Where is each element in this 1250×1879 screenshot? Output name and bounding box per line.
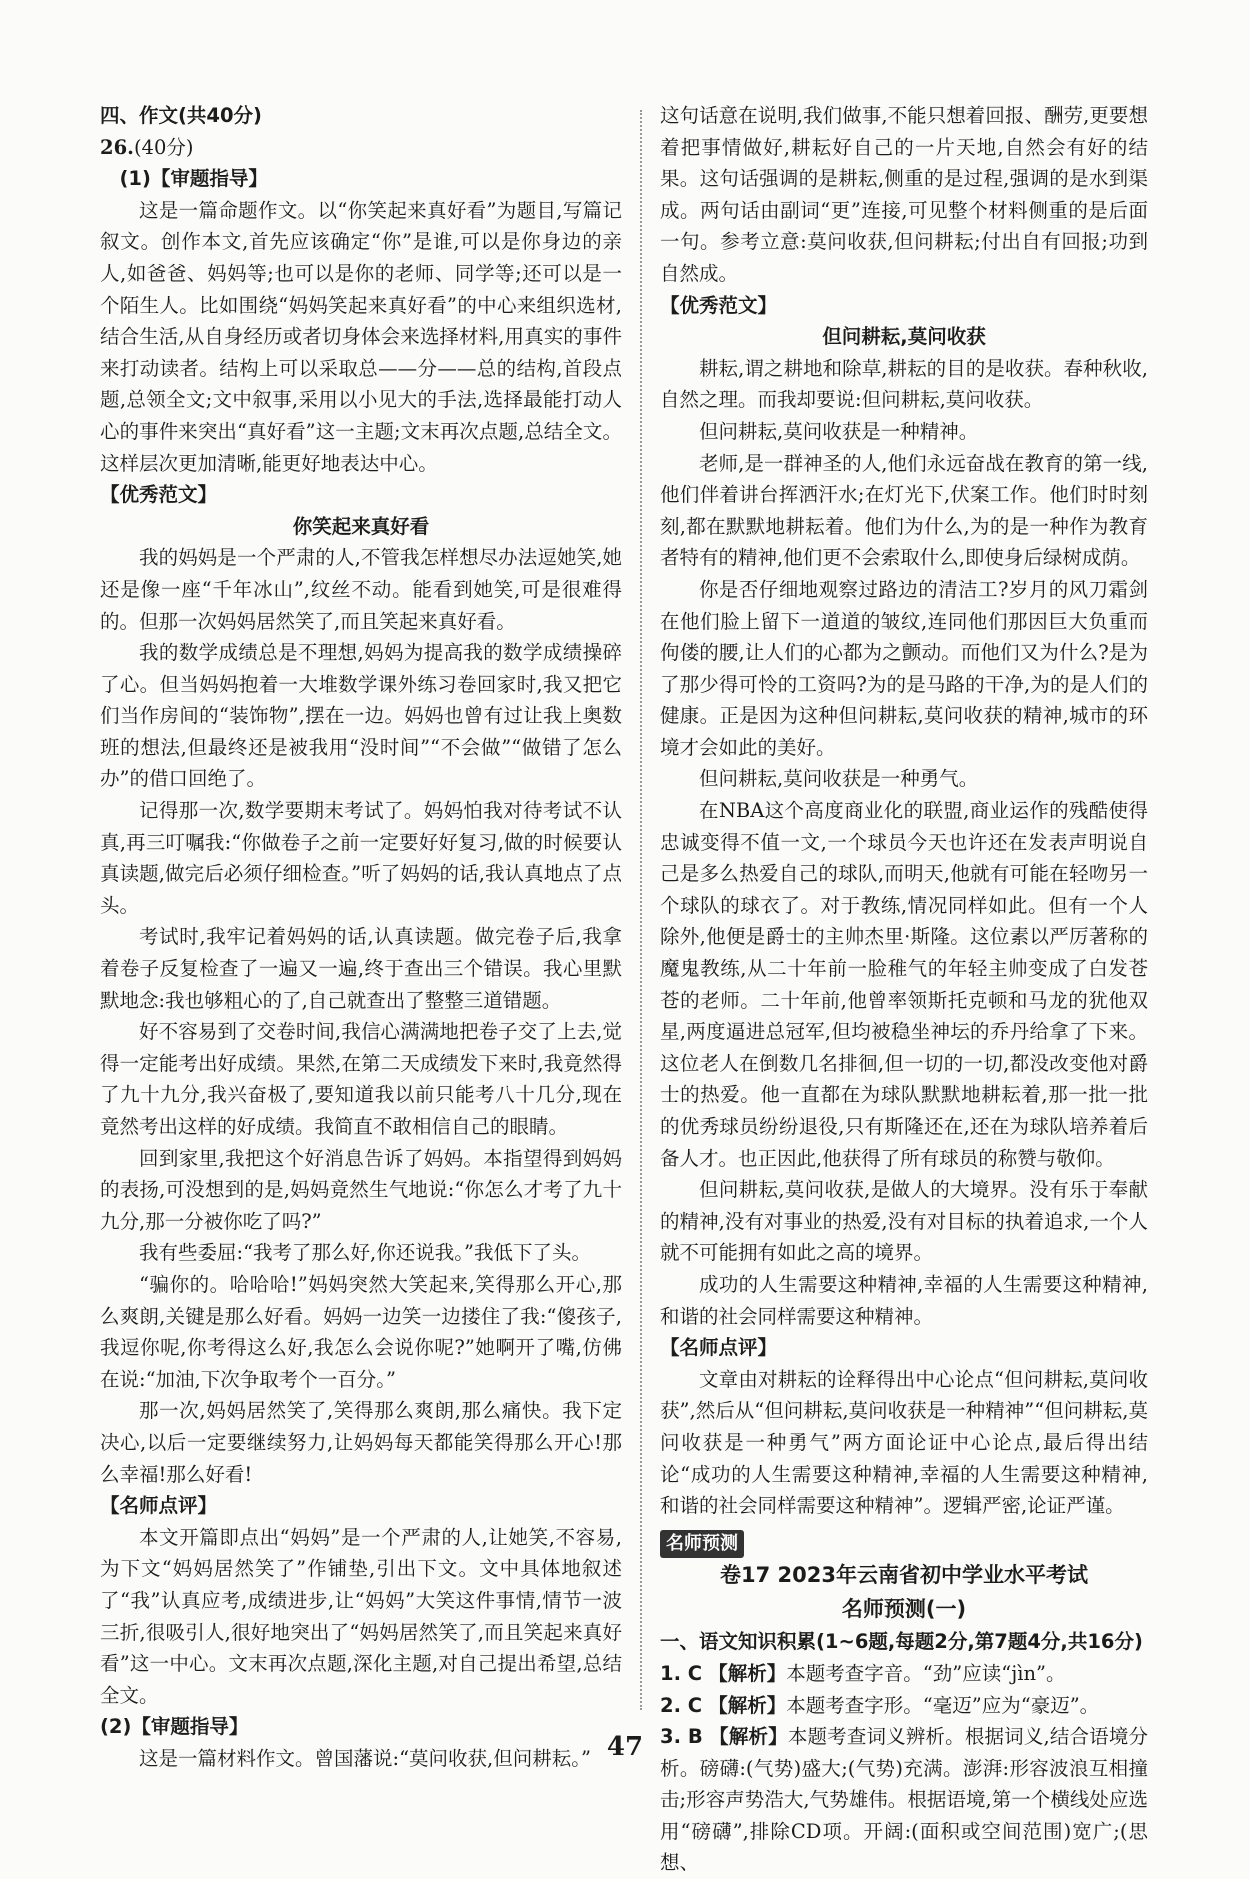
question-score: (40分) [133, 135, 194, 159]
essay-paragraph: 我有些委屈:“我考了那么好,你还说我。”我低下了头。 [139, 1241, 591, 1265]
essay-paragraph: 但问耕耘,莫问收获,是做人的大境界。没有乐于奉献的精神,没有对事业的热爱,没有对目标的执着追求,一个人就不可能拥有如此之高的境界。 [660, 1178, 1148, 1265]
teacher-comment: 文章由对耕耘的诠释得出中心论点“但问耕耘,莫问收获”,然后从“但问耕耘,莫问收获是一种精神”“但问耕耘,莫问收获是一种勇气”两方面论证中心论点,最后得出结论“成功的人生需要这种精神,幸福的人生需要这种精神,和谐的社会同样需要这种精神”。逻辑严密,论证严谨。 [660, 1367, 1148, 1518]
left-column [100, 100, 622, 1774]
part2-guidance-cont: 这句话意在说明,我们做事,不能只想着回报、酬劳,更要想着把事情做好,耕耘好自己的一片天地,自然会有好的结果。这句话强调的是耕耘,侧重的是过程,强调的是水到渠成。两句话由副词“更”连接,可见整个材料侧重的是后面一句。参考立意:莫问收获,但问耕耘;付出自有回报;功到自然成。 [660, 104, 1148, 285]
answer-text: 本题考查字音。“劲”应读“jìn”。 [786, 1661, 1066, 1685]
essay-paragraph: 考试时,我牢记着妈妈的话,认真读题。做完卷子后,我拿着卷子反复检查了一遍又一遍,终于查出三个错误。我心里默默地念:我也够粗心的了,自己就查出了整整三道错题。 [100, 925, 622, 1012]
essay-title: 你笑起来真好看 [292, 514, 430, 538]
answer-text: 本题考查词义辨析。根据词义,结合语境分析。磅礴:(气势)盛大;(气势)充满。澎湃:形容波浪互相撞击;形容声势浩大,气势雄伟。根据语境,第一个横线处应选用“磅礴”,排除CD项。开阔:(面积或空间范围)宽广;(思想、 [660, 1725, 1148, 1875]
answer-number: 1. C [660, 1661, 703, 1685]
essay-paragraph: 我的妈妈是一个严肃的人,不管我怎样想尽办法逗她笑,她还是像一座“千年冰山”,纹丝不动。能看到她笑,可是很难得的。但那一次妈妈居然笑了,而且笑起来真好看。 [100, 546, 622, 633]
analysis-tag: 【解析】 [708, 1693, 787, 1717]
answer-number: 2. C [660, 1693, 703, 1717]
column-divider [640, 110, 642, 1710]
exam-title: 卷17 2023年云南省初中学业水平考试 [720, 1563, 1088, 1588]
sample-label: 【优秀范文】 [100, 483, 218, 507]
essay-paragraph: 但问耕耘,莫问收获是一种勇气。 [699, 767, 979, 791]
page-number: 47 [606, 1732, 644, 1762]
essay-paragraph: 耕耘,谓之耕地和除草,耕耘的目的是收获。春种秋收,自然之理。而我却要说:但问耕耘,莫问收获。 [660, 356, 1148, 412]
prediction-badge: 名师预测 [660, 1530, 744, 1558]
right-column [660, 100, 1148, 1879]
essay-paragraph: “骗你的。哈哈哈!”妈妈突然大笑起来,笑得那么开心,那么爽朗,关键是那么好看。妈妈一边笑一边搂住了我:“傻孩子,我逗你呢,你考得这么好,我怎么会说你呢?”她啊开了嘴,仿佛在说:“加油,下次争取考个一百分。” [100, 1272, 622, 1391]
essay-paragraph: 成功的人生需要这种精神,幸福的人生需要这种精神,和谐的社会同样需要这种精神。 [660, 1272, 1148, 1328]
essay-paragraph: 在NBA这个高度商业化的联盟,商业运作的残酷使得忠诚变得不值一文,一个球员今天也许还在发表声明说自己是多么热爱自己的球队,而明天,他就有可能在轻吻另一个球队的球衣了。对于教练,情况同样如此。但有一个人除外,他便是爵士的主帅杰里·斯隆。这位素以严厉著称的魔鬼教练,从二十年前一脸稚气的年轻主帅变成了白发苍苍的老师。二十年前,他曾率领斯托克顿和马龙的犹他双星,两度逼进总冠军,但均被稳坐神坛的乔丹给拿了下来。这位老人在倒数几名排徊,但一切的一切,都没改变他对爵士的热爱。他一直都在为球队默默地耕耘着,那一批一批的优秀球员纷纷退役,只有斯隆还在,还在为球队培养着后备人才。也正因此,他获得了所有球员的称赞与敬仰。 [660, 799, 1148, 1170]
essay-title: 但问耕耘,莫问收获 [822, 325, 986, 349]
essay-paragraph: 你是否仔细地观察过路边的清洁工?岁月的风刀霜剑在他们脸上留下一道道的皱纹,连同他们那因巨大负重而佝偻的腰,让人们的心都为之颤动。而他们又为什么?是为了那少得可怜的工资吗?为的是马路的干净,为的是人们的健康。正是因为这种但问耕耘,莫问收获的精神,城市的环境才会如此的美好。 [660, 577, 1148, 759]
teacher-comment: 本文开篇即点出“妈妈”是一个严肃的人,让她笑,不容易,为下文“妈妈居然笑了”作铺垫,引出下文。文中具体地叙述了“我”认真应考,成绩进步,让“妈妈”大笑这件事情,情节一波三折,很吸引人,很好地突出了“妈妈居然笑了,而且笑起来真好看”这一中心。文末再次点题,深化主题,对自己提出希望,总结全文。 [100, 1525, 622, 1707]
section-heading: 一、语文知识积累(1~6题,每题2分,第7题4分,共16分) [660, 1630, 1143, 1654]
analysis-tag: 【解析】 [709, 1725, 788, 1749]
answer-number: 3. B [660, 1725, 703, 1749]
essay-paragraph: 但问耕耘,莫问收获是一种精神。 [699, 419, 979, 443]
essay-paragraph: 那一次,妈妈居然笑了,笑得那么爽朗,那么痛快。我下定决心,以后一定要继续努力,让妈妈每天都能笑得那么开心!那么幸福!那么好看! [100, 1399, 622, 1486]
answer-item [660, 1690, 1148, 1722]
part2-label: (2)【审题指导】 [100, 1715, 249, 1739]
part1-label: (1)【审题指导】 [119, 167, 268, 191]
answer-item [660, 1658, 1148, 1690]
essay-paragraph: 我的数学成绩总是不理想,妈妈为提高我的数学成绩操碎了心。但当妈妈抱着一大堆数学课外练习卷回家时,我又把它们当作房间的“装饰物”,摆在一边。妈妈也曾有过让我上奥数班的想法,但最终还是被我用“没时间”“不会做”“做错了怎么办”的借口回绝了。 [100, 641, 622, 791]
sample-label: 【优秀范文】 [660, 293, 778, 317]
exam-subtitle: 名师预测(一) [841, 1597, 967, 1622]
question-number: 26. [100, 135, 134, 159]
comment-label: 【名师点评】 [660, 1336, 778, 1360]
section-heading: 四、作文(共40分) [100, 104, 262, 127]
comment-label: 【名师点评】 [100, 1494, 218, 1518]
essay-paragraph: 老师,是一群神圣的人,他们永远奋战在教育的第一线,他们伴着讲台挥洒汗水;在灯光下,伏案工作。他们时时刻刻,都在默默地耕耘着。他们为什么,为的是一种作为教育者特有的精神,他们更不会索取什么,即使身后绿树成荫。 [660, 451, 1148, 570]
essay-paragraph: 记得那一次,数学要期末考试了。妈妈怕我对待考试不认真,再三叮嘱我:“你做卷子之前一定要好好复习,做的时候要认真读题,做完后必须仔细检查。”听了妈妈的话,我认真地点了点头。 [100, 799, 622, 917]
part2-guidance-start: 这是一篇材料作文。曾国藩说:“莫问收获,但问耕耘。” [139, 1746, 591, 1770]
essay-paragraph: 回到家里,我把这个好消息告诉了妈妈。本指望得到妈妈的表扬,可没想到的是,妈妈竟然生气地说:“你怎么才考了九十九分,那一分被你吃了吗?” [100, 1146, 622, 1233]
answer-text: 本题考查字形。“毫迈”应为“豪迈”。 [786, 1693, 1100, 1717]
question-26-heading [100, 132, 622, 164]
essay-paragraph: 好不容易到了交卷时间,我信心满满地把卷子交了上去,觉得一定能考出好成绩。果然,在第二天成绩发下来时,我竟然得了九十九分,我兴奋极了,要知道我以前只能考八十几分,现在竟然考出这样的好成绩。我简直不敢相信自己的眼睛。 [100, 1020, 622, 1138]
analysis-tag: 【解析】 [708, 1661, 787, 1685]
part1-guidance: 这是一篇命题作文。以“你笑起来真好看”为题目,写篇记叙文。创作本文,首先应该确定“你”是谁,可以是你身边的亲人,如爸爸、妈妈等;也可以是你的老师、同学等;还可以是一个陌生人。比如围绕“妈妈笑起来真好看”的中心来组织选材,结合生活,从自身经历或者切身体会来选择材料,用真实的事件来打动读者。结构上可以采取总——分——总的结构,首段点题,总领全文;文中叙事,采用以小见大的手法,选择最能打动人心的事件来突出“真好看”这一主题;文末再次点题,总结全文。这样层次更加清晰,能更好地表达中心。 [100, 198, 622, 475]
